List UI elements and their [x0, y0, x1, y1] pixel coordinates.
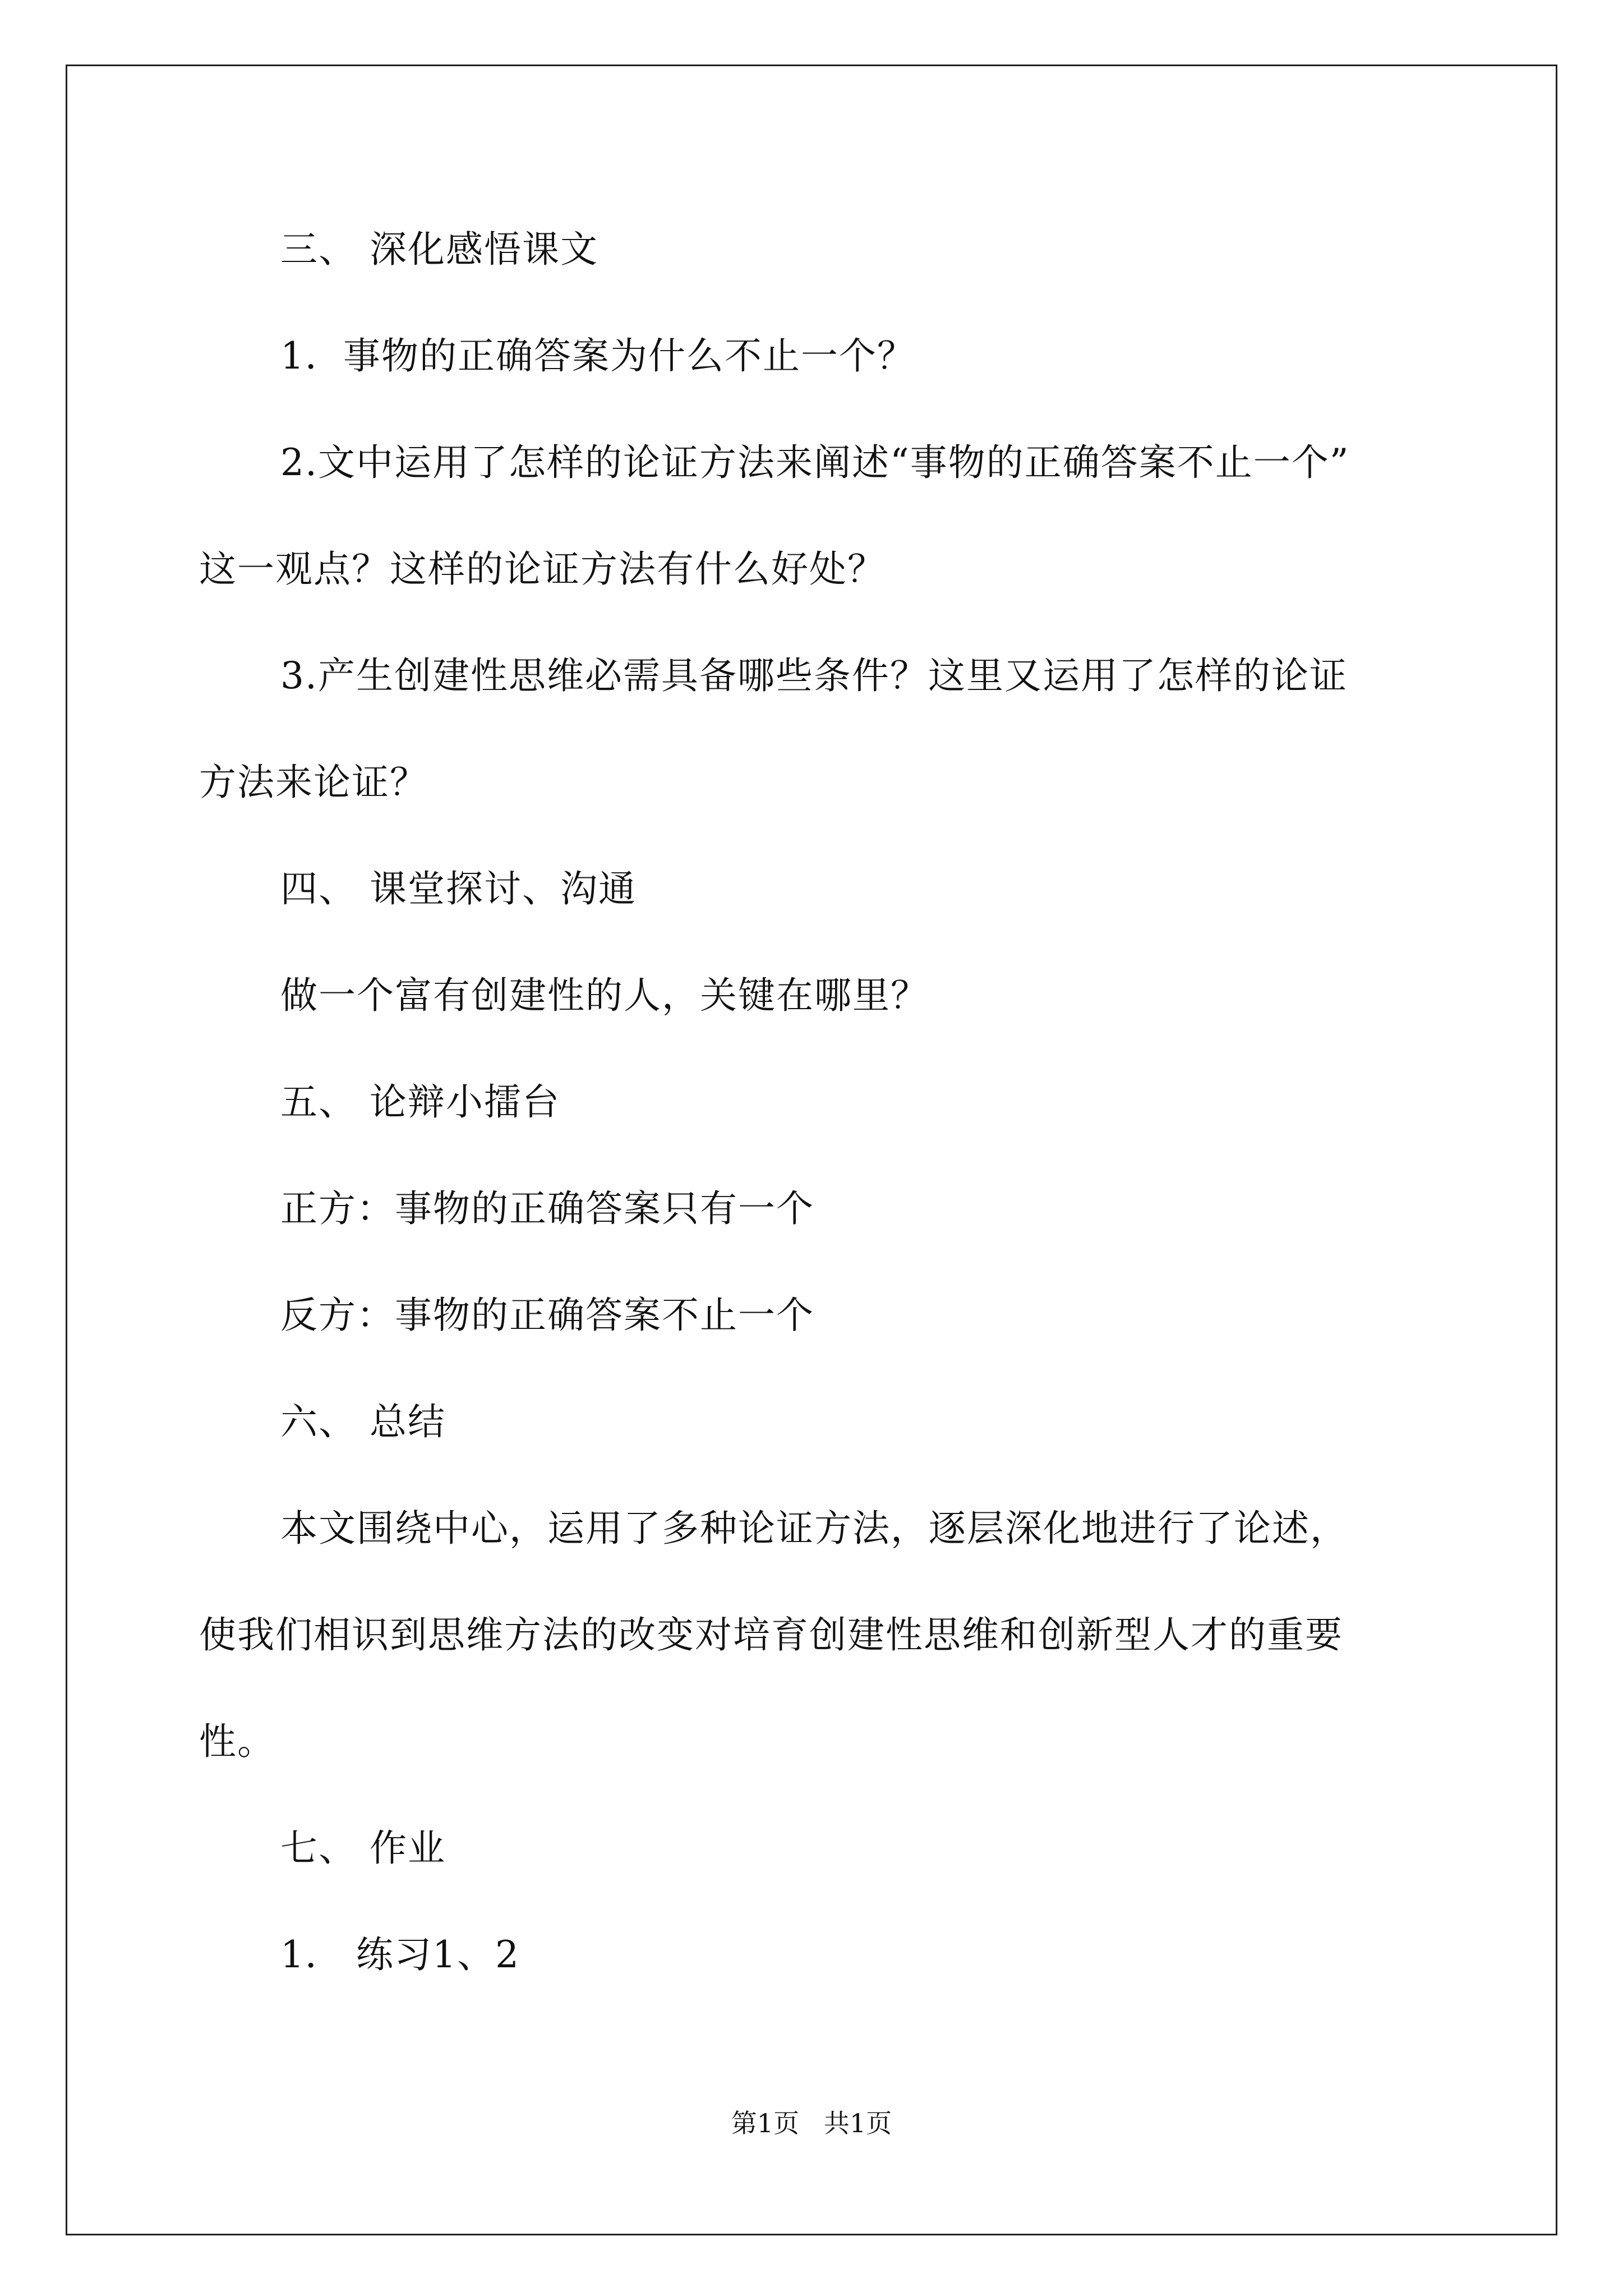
affirmative-side: 正方：事物的正确答案只有一个: [280, 1187, 814, 1230]
page-border: [66, 65, 1557, 2235]
question-3-line-1: 3.产生创建性思维必需具备哪些条件？这里又运用了怎样的论证: [280, 654, 1348, 697]
question-1: 1．事物的正确答案为什么不止一个？: [280, 334, 915, 378]
page-number-footer: 第1页 共1页: [731, 2108, 892, 2138]
question-3-line-2: 方法来论证？: [199, 761, 428, 804]
negative-side: 反方：事物的正确答案不止一个: [280, 1294, 814, 1337]
summary-line-2: 使我们相识到思维方法的改变对培育创建性思维和创新型人才的重要: [199, 1613, 1343, 1657]
section-heading-4: 四、 课堂探讨、沟通: [280, 867, 637, 910]
summary-line-3: 性。: [199, 1720, 275, 1763]
question-2-line-1: 2.文中运用了怎样的论证方法来阐述“事物的正确答案不止一个”: [280, 441, 1350, 484]
section-heading-7: 七、 作业: [280, 1826, 446, 1870]
discussion-question: 做一个富有创建性的人，关键在哪里？: [280, 974, 929, 1017]
section-heading-3: 三、 深化感悟课文: [280, 228, 598, 271]
summary-line-1: 本文围绕中心，运用了多种论证方法，逐层深化地进行了论述，: [280, 1507, 1348, 1550]
homework-item-1: 1． 练习1、2: [280, 1933, 520, 1976]
question-2-line-2: 这一观点？这样的论证方法有什么好处？: [199, 547, 886, 591]
section-heading-6: 六、 总结: [280, 1400, 446, 1443]
section-heading-5: 五、 论辩小擂台: [280, 1080, 560, 1124]
